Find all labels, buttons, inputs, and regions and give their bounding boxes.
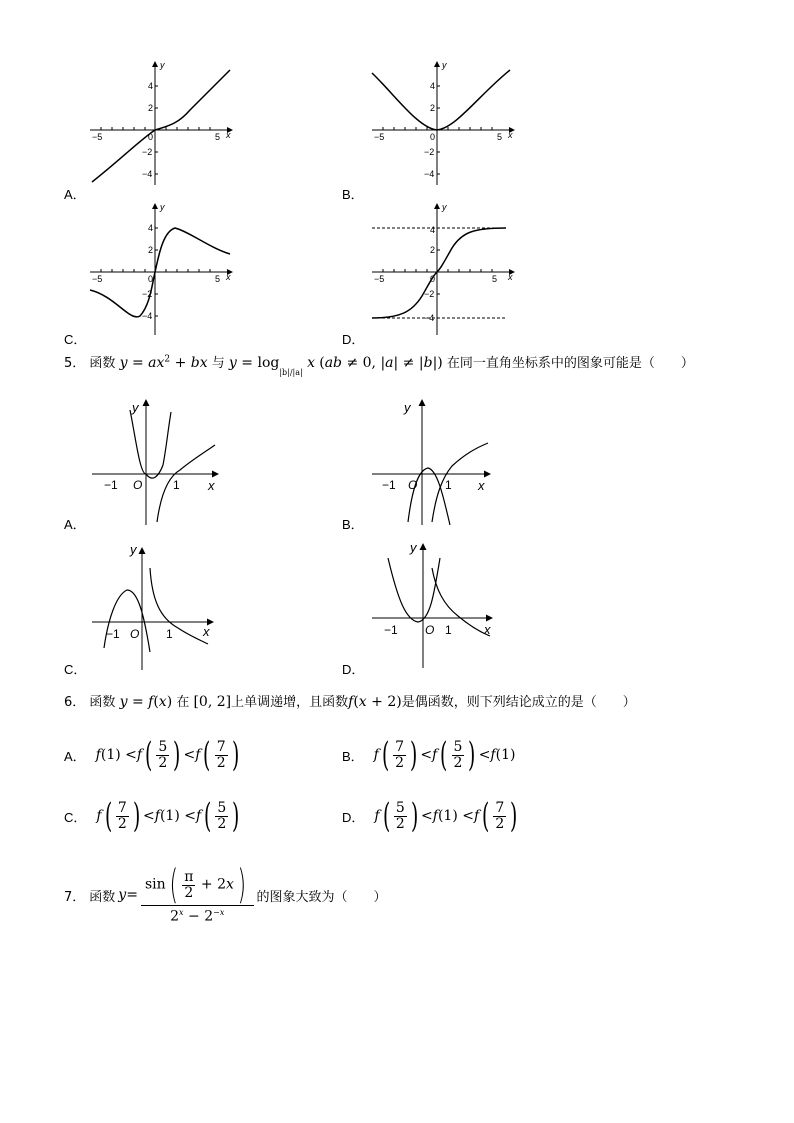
q5a-x-label: x [208,478,215,493]
q4d-tick: 0 [430,274,436,284]
q4a-tick: 0 [148,132,154,142]
q4-graph-c [90,202,232,335]
q4a-tick: −5 [92,132,103,142]
q5a-origin: O [133,478,143,492]
q5c-x-label: x [203,624,210,639]
q5d-tick: 1 [445,623,452,637]
q6-option-c-label: C． [64,809,87,825]
q5-prefix: 函数 [89,356,116,371]
q4b-tick: 2 [430,103,436,113]
q4b-tick: −5 [374,132,385,142]
q4b-y-label: y [442,60,447,70]
q6-mid1: 在 [176,695,190,710]
q4a-x-label: x [226,130,231,140]
q5c-origin: O [130,627,140,641]
q5b-origin: O [408,478,418,492]
q5c-tick: 1 [166,627,173,641]
q7-suffix: 的图象大致为（ ） [256,889,387,905]
q4d-x-label: x [508,272,513,282]
q6-option-b: B． f ( $\frac{7}{2}$ ) < f ( $\frac{5}{2}$ ) < f (1) [342,735,516,775]
q6-prefix: 函数 [89,695,116,710]
q4c-tick: 4 [148,223,154,233]
q7-formula: sin( $\frac{\pi}{2}$ + 2x) $2^x - 2^{-x}$ [141,865,254,925]
q4c-tick: −5 [92,274,103,284]
q4c-y-label: y [160,202,165,212]
q5b-x-label: x [478,478,485,493]
q5-func-1: y [119,355,128,371]
q4-option-b-label: B． [342,187,364,202]
q5-number: 5． [64,356,86,371]
q5a-tick: 1 [173,478,180,492]
q4b-tick: 0 [430,132,436,142]
q4-graph-a [90,60,232,185]
q6-option-d: D． f ( $\frac{5}{2}$ ) < f (1) < f ( $\frac{7}{2}$ ) [342,796,518,836]
q4c-tick: −4 [142,311,153,321]
q4d-tick: 4 [430,225,436,235]
q4b-x-label: x [508,130,513,140]
q4b-tick: 4 [430,81,436,91]
q5-suffix: 在同一直角坐标系中的图象可能是（ ） [446,356,694,371]
q5-graph-a [92,400,218,525]
q4-option-a-label: A． [64,187,86,202]
q6-option-c: C． f ( $\frac{7}{2}$ ) < f (1) < f ( $\frac{5}{2}$ ) [64,796,240,836]
q6-option-a: A． f (1) < f ( $\frac{5}{2}$ ) < f ( $\frac{7}{2}$ ) [64,735,239,775]
q5-option-c-label: C． [64,662,87,677]
q4d-tick: −4 [424,313,435,323]
q4b-tick: 5 [497,132,503,142]
q5d-tick: −1 [384,623,398,637]
q5-graphs [0,390,794,680]
q6-stem: 6． 函数 y = f(x) 在 [0, 2]上单调递增，且函数f(x + 2)是偶函数，则下列结论成立的是（ ） [64,694,636,710]
q5-graph-d [372,540,492,668]
q5c-y-label: y [130,542,137,557]
q5d-x-label: x [484,622,491,637]
q5-graph-b [372,400,490,525]
q4d-tick: 2 [430,245,436,255]
q4d-tick: 5 [492,274,498,284]
q4-graph-b [372,60,514,185]
q4c-tick: 2 [148,245,154,255]
q7-number: 7． [64,889,86,905]
q7-stem: 7． 函数 y = sin( $\frac{\pi}{2}$ + 2x) $2^x - 2^{-x}$ 的图象大致为（ ） [64,862,387,925]
q4c-tick: −2 [142,289,153,299]
q6-mid2: 上单调递增，且函数 [231,695,349,710]
q5-graph-c [92,542,213,670]
q4-option-d-label: D． [342,332,365,347]
q5d-y-label: y [410,540,417,555]
q6-option-a-label: A． [64,748,86,764]
q4a-tick: −4 [142,169,153,179]
q4b-tick: −4 [424,169,435,179]
q4c-tick: 5 [215,274,221,284]
q4c-tick: 0 [148,274,154,284]
q6-option-b-label: B． [342,748,364,764]
q4-graph-d [372,202,514,335]
q4a-y-label: y [160,60,165,70]
q5b-tick: 1 [445,478,452,492]
q6-number: 6． [64,695,86,710]
q5b-y-label: y [404,400,411,415]
q5d-origin: O [425,623,435,637]
q4d-tick: −2 [424,289,435,299]
q4a-tick: 4 [148,81,154,91]
q5-stem: 5． 函数 $y = ax^2$ + bx 与 $y = \log_{|b|/|a|} x$ (ab ≠ 0, |a| ≠ |b|) 在同一直角坐标系中的图象可能是（ ） [64,354,694,377]
q5-mid: 与 [211,356,225,371]
q5c-tick: −1 [106,627,120,641]
q5b-tick: −1 [382,478,396,492]
q5-option-b-label: B． [342,517,364,532]
q4-graphs [0,0,794,350]
q4a-tick: 5 [215,132,221,142]
q6-option-d-label: D． [342,809,365,825]
q5-func-2: y [228,355,237,371]
q5-option-a-label: A． [64,517,86,532]
q7-prefix: 函数 [89,889,116,905]
q4b-tick: −2 [424,147,435,157]
q4c-x-label: x [226,272,231,282]
q4-option-c-label: C． [64,332,87,347]
q4d-y-label: y [442,202,447,212]
q5a-y-label: y [132,400,139,415]
q5a-tick: −1 [104,478,118,492]
q6-suffix: 是偶函数，则下列结论成立的是（ ） [401,695,636,710]
q4a-tick: −2 [142,147,153,157]
q4d-tick: −5 [374,274,385,284]
q4a-tick: 2 [148,103,154,113]
q5-option-d-label: D． [342,662,365,677]
